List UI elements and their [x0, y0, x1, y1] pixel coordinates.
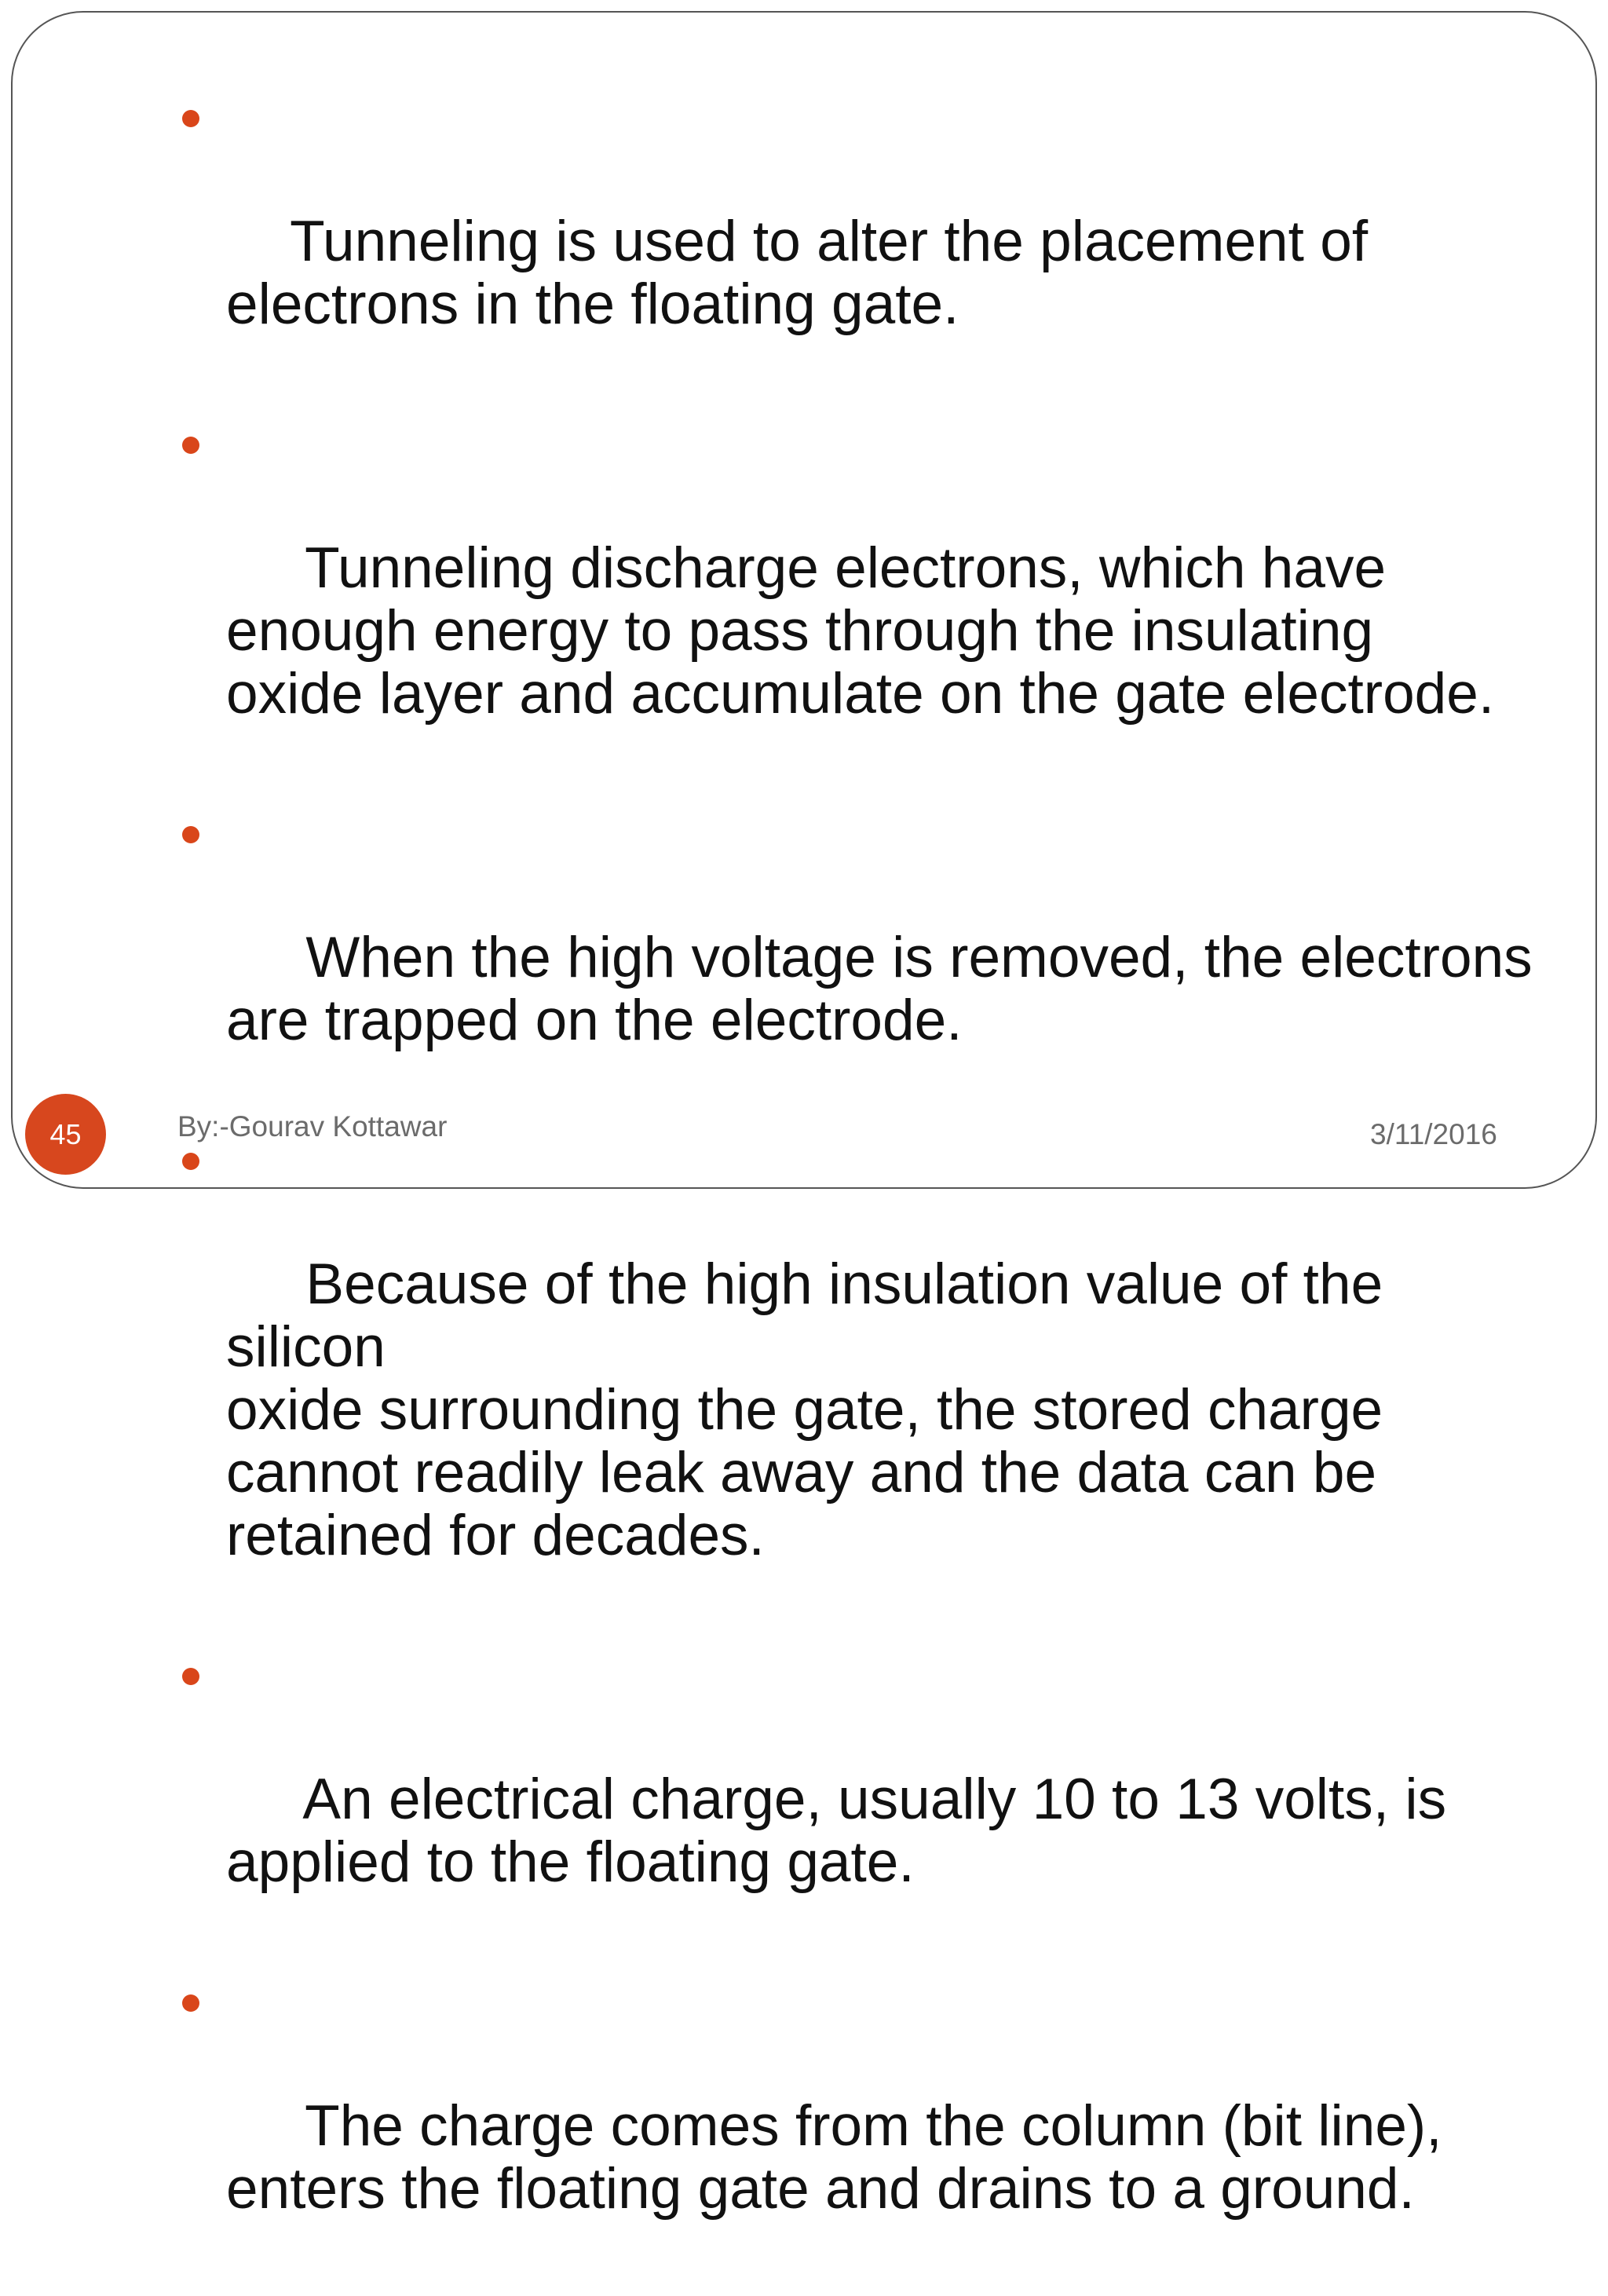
- date-label: 3/11/2016: [1370, 1118, 1497, 1150]
- bullet-dot-icon: [182, 1153, 199, 1170]
- bullet-dot-icon: [182, 437, 199, 454]
- bullet-text: Tunneling is used to alter the placement of electrons in the floating gate.: [226, 210, 1369, 336]
- bullet-item: [182, 1969, 1548, 2283]
- page-number: 45: [49, 1117, 82, 1150]
- bullet-dot-icon: [182, 826, 199, 843]
- bullet-text: An electrical charge, usually 10 to 13 volts, is applied to the floating gate.: [226, 1768, 1447, 1894]
- bullet-text: Tunneling discharge electrons, which have enough energy to pass through the insulating oxide layer and accumulate on the gate electrode.: [226, 536, 1495, 726]
- bullet-item: [182, 1643, 1548, 1957]
- bullet-dot-icon: [182, 1668, 199, 1685]
- author-label: By:-Gourav Kottawar: [177, 1110, 448, 1143]
- bullet-item: [182, 1128, 1548, 1630]
- bullet-text: When the high voltage is removed, the electrons are trapped on the electrode.: [226, 926, 1533, 1052]
- bullet-text: Because of the high insulation value of the silicon oxide surrounding the gate, the stored charge cannot readily leak away and the data can be retained for decades.: [226, 1252, 1383, 1567]
- bullet-list: [182, 85, 1548, 2296]
- page-number-badge: [25, 1094, 106, 1175]
- bullet-dot-icon: [182, 110, 199, 127]
- bullet-text: The charge comes from the column (bit line), enters the floating gate and drains to a ground.: [226, 2094, 1442, 2221]
- bullet-dot-icon: [182, 1994, 199, 2012]
- bullet-item: [182, 411, 1548, 788]
- bullet-item: [182, 801, 1548, 1115]
- bullet-item: [182, 85, 1548, 399]
